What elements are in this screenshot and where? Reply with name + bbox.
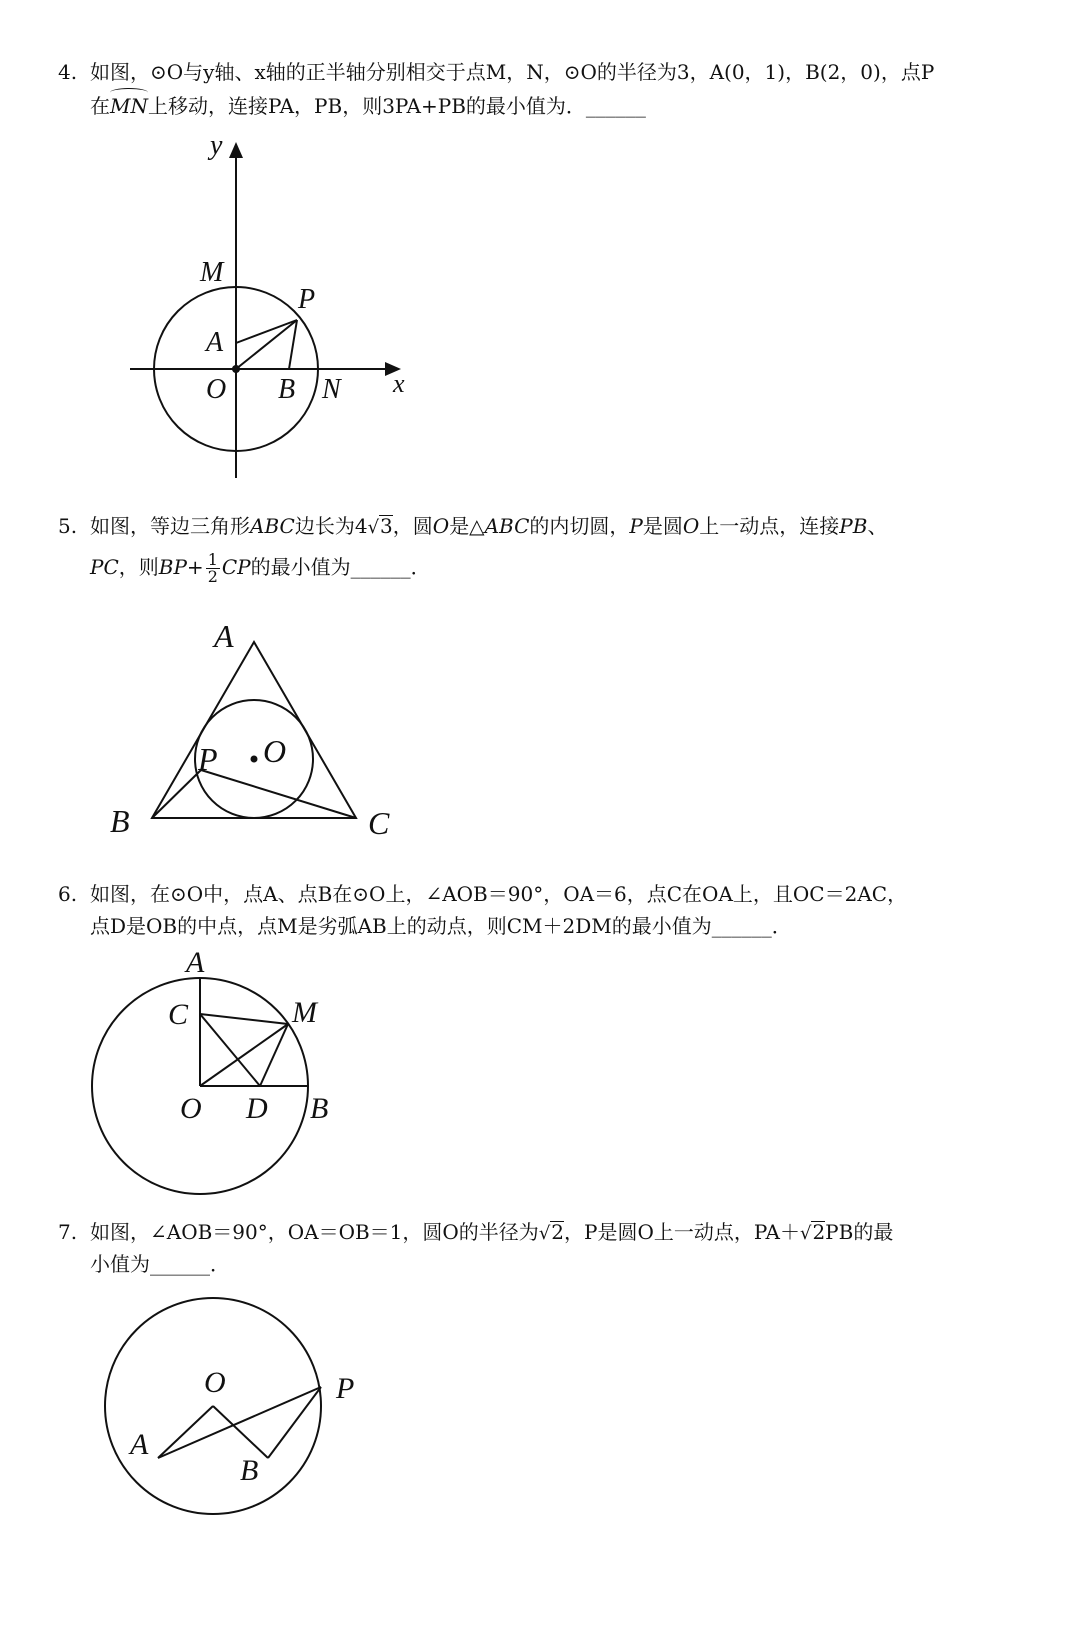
problem-5-number: 5. bbox=[58, 514, 78, 538]
p7-sqrt2-value: 2 bbox=[812, 1220, 826, 1244]
segment-oa bbox=[158, 1406, 213, 1458]
p5-t7: 上一动点，连接 bbox=[699, 514, 840, 538]
label-a: A bbox=[130, 1428, 149, 1461]
p5-fraction: $\frac{1}{2}$ bbox=[207, 550, 218, 586]
p5-t10: 的最小值为______． bbox=[250, 555, 431, 579]
label-p: P bbox=[198, 741, 218, 777]
label-a: A bbox=[186, 946, 205, 979]
p5-pc: PC bbox=[90, 555, 119, 579]
p7-t1: 如图，∠AOB＝90°，OA＝OB＝1，圆O的半径为 bbox=[90, 1220, 539, 1244]
label-b: B bbox=[310, 1092, 329, 1125]
problem-7-number: 7. bbox=[58, 1220, 78, 1244]
p7-t2: ，P是圆O上一动点，PA＋ bbox=[564, 1220, 800, 1244]
p5-t1: 如图，等边三角形 bbox=[90, 514, 250, 538]
p5-plus: + bbox=[186, 555, 204, 579]
p5-t3: ，圆 bbox=[392, 514, 433, 538]
label-b: B bbox=[240, 1454, 259, 1487]
problem-6-text-line1: 如图，在⊙O中，点A、点B在⊙O上，∠AOB＝90°，OA＝6，点C在OA上，且OC＝2AC， bbox=[90, 882, 908, 906]
p5-t6: 是圆 bbox=[642, 514, 683, 538]
p5-o: O bbox=[432, 514, 450, 538]
problem-4-number: 4. bbox=[58, 60, 78, 84]
label-b: B bbox=[110, 803, 130, 839]
label-b: B bbox=[278, 374, 296, 405]
label-o: O bbox=[263, 733, 287, 769]
p5-bp: BP bbox=[158, 555, 187, 579]
label-o: O bbox=[206, 374, 227, 405]
p5-t9: ，则 bbox=[118, 555, 159, 579]
p5-p: P bbox=[629, 514, 643, 538]
problem-4-line2-suffix: 上移动，连接PA，PB，则3PA+PB的最小值为．______ bbox=[147, 94, 646, 118]
label-o: O bbox=[180, 1092, 202, 1125]
problem-7-text-line2: 小值为______． bbox=[90, 1252, 230, 1276]
p5-t5: 的内切圆， bbox=[529, 514, 630, 538]
label-d: D bbox=[246, 1092, 268, 1125]
arc-mn-label: MN bbox=[110, 92, 148, 120]
p7-t3: PB的最 bbox=[825, 1220, 894, 1244]
label-a: A bbox=[214, 618, 234, 654]
p5-abc: ABC bbox=[250, 514, 295, 538]
p5-pb: PB bbox=[839, 514, 868, 538]
p5-abc2: ABC bbox=[484, 514, 530, 538]
label-n: N bbox=[322, 374, 341, 405]
problem-6-number: 6. bbox=[58, 882, 78, 906]
p7-sqrt-sign: √ bbox=[538, 1223, 551, 1244]
p5-t8: 、 bbox=[867, 514, 888, 538]
problem-6-text-line2: 点D是OB的中点，点M是劣弧AB上的动点，则CM＋2DM的最小值为______． bbox=[90, 914, 792, 938]
label-x: x bbox=[393, 369, 405, 398]
label-p: P bbox=[298, 284, 316, 315]
p7-sqrt-value: 2 bbox=[551, 1220, 565, 1244]
p5-sqrt-value: 3 bbox=[380, 514, 393, 538]
label-m: M bbox=[292, 996, 317, 1029]
label-p: P bbox=[336, 1372, 355, 1405]
p7-sqrt2-sign: √ bbox=[799, 1223, 812, 1244]
p5-sqrt-sign: √ bbox=[367, 517, 380, 538]
label-a: A bbox=[206, 327, 224, 358]
problem-4-text-line1: 如图，⊙O与y轴、x轴的正半轴分别相交于点M，N，⊙O的半径为3，A(0，1)，B(2，0)，点P bbox=[90, 60, 935, 84]
problem-4-line2-prefix: 在 bbox=[90, 94, 110, 118]
label-c: C bbox=[168, 998, 189, 1031]
segment-pa bbox=[158, 1387, 321, 1458]
label-m: M bbox=[200, 257, 224, 288]
p5-t2: 边长为4 bbox=[294, 514, 368, 538]
label-y: y bbox=[210, 130, 223, 161]
label-o: O bbox=[204, 1366, 226, 1399]
p5-cp: CP bbox=[221, 555, 251, 579]
p5-t4: 是△ bbox=[449, 514, 485, 538]
label-c: C bbox=[368, 805, 390, 841]
p5-o2: O bbox=[682, 514, 700, 538]
